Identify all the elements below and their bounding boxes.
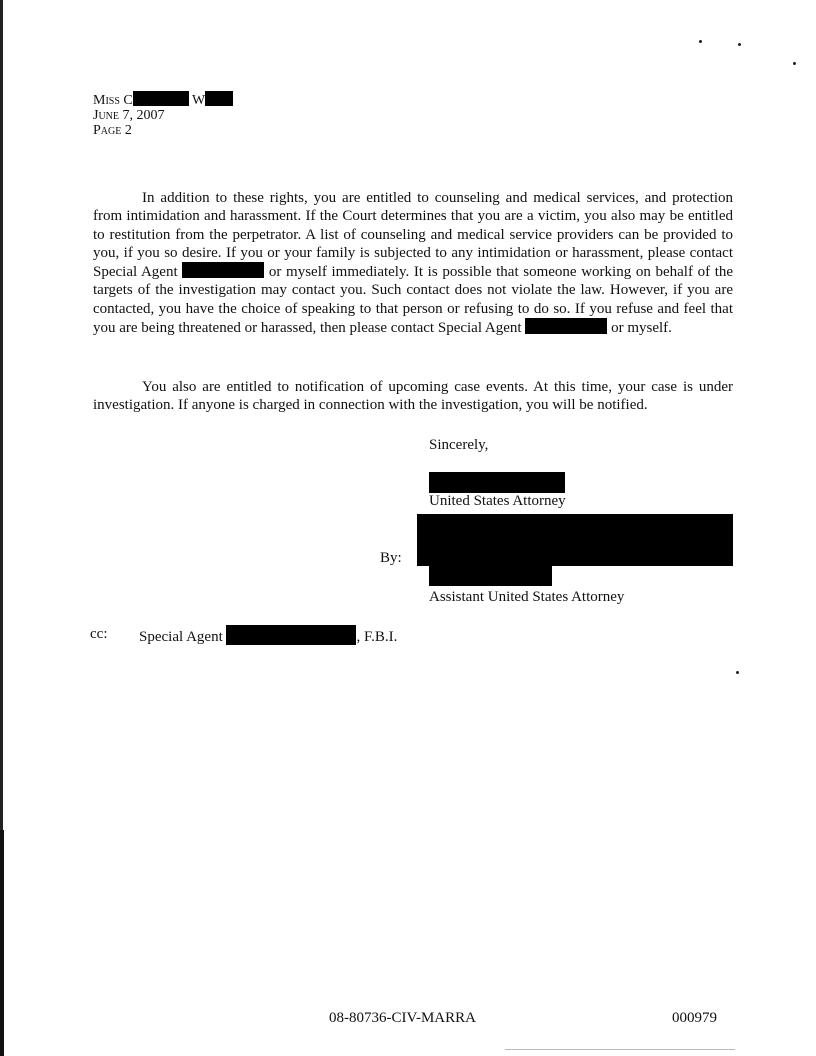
redaction-block [182,262,264,278]
redaction-block [226,625,356,645]
paragraph-rights [93,189,733,337]
cc-label: cc: [90,626,108,642]
recipient-line [93,91,233,108]
us-attorney-title: United States Attorney [429,493,566,509]
case-number: 08-80736-CIV-MARRA [329,1010,476,1026]
assistant-attorney-title: Assistant United States Attorney [429,589,625,605]
cc-prefix: Special Agent [139,629,223,645]
recipient-prefix: Miss C [93,93,133,108]
paragraph-rights-part1: In addition to these rights, you are entitled to counseling and medical services, and protection from intimidation and harassment. If the Court determines that you are a victim, you also may be entitled to restitution from the perpetrator. A list of counseling and medical service providers can be provided to you, if you so desire. If you or your family is subjected to any intimidation or harassment, please contact Special Agent [93,190,733,281]
redaction-block [429,566,552,586]
redaction-block [417,514,733,566]
scan-speck [738,43,741,46]
closing: Sincerely, [429,437,489,453]
letter-header [93,91,233,138]
bates-number: 000979 [672,1010,717,1026]
redaction-block [133,91,189,106]
redaction-block [429,472,565,493]
scan-edge-bottom [505,1049,735,1050]
scan-speck [699,40,702,43]
paragraph-notification-text: You also are entitled to notification of upcoming case events. At this time, your case is under investigation. If anyone is charged in connection with the investigation, you will be notified. [93,379,733,414]
scan-speck [736,671,739,674]
by-label: By: [380,550,402,566]
page-number: Page 2 [93,123,132,138]
scan-speck [793,62,796,65]
redaction-block [525,318,607,334]
cc-line [139,625,397,646]
letter-date: June 7, 2007 [93,108,165,123]
scan-edge-left-lower [0,830,4,1056]
paragraph-notification [93,378,733,415]
paragraph-rights-part3: or myself. [611,320,672,337]
redaction-block [205,91,233,106]
cc-suffix: , F.B.I. [356,629,398,645]
recipient-mid: W [192,93,206,108]
paragraph-rights-part2: or myself immediately. It is possible that someone working on behalf of the targets of the investigation may contact you. Such contact does not violate the law. However, if you are contacted, you have the choice of speaking to that person or refusing to do so. If you refuse and feel that you are being threatened or harassed, then please contact Special Agent [93,264,734,337]
